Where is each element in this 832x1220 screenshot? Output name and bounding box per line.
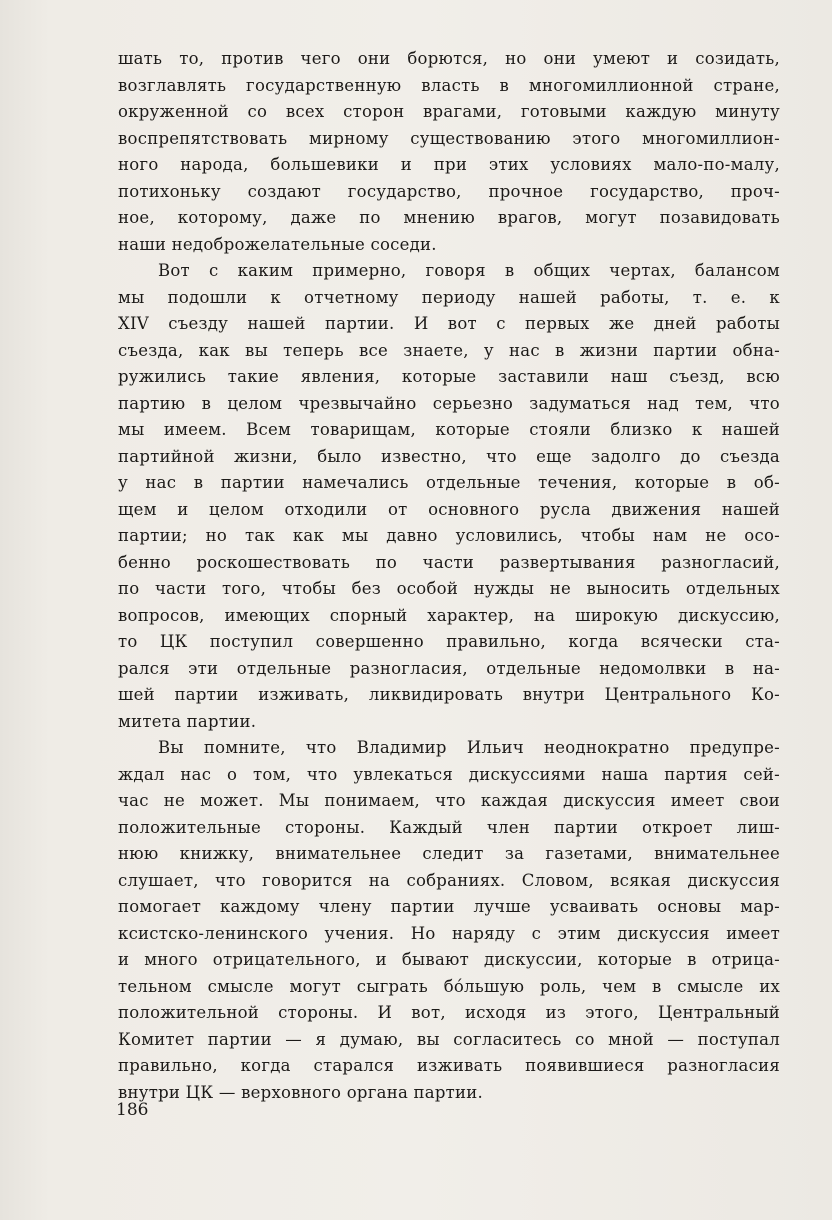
text-line: XIV съезду нашей партии. И вот с первых же дней работы <box>118 314 780 333</box>
text-line: возглавлять государственную власть в многомиллионной стране, <box>118 75 780 95</box>
text-line: ружились такие явления, которые заставили наш съезд, всю <box>118 367 780 386</box>
text-line: окруженной со всех сторон врагами, готовыми каждую минуту <box>118 102 780 121</box>
text-line: положительные стороны. Каждый член партии откроет лиш- <box>118 817 780 837</box>
text-line: партию в целом чрезвычайно серьезно задуматься над тем, что <box>118 393 780 413</box>
text-line: час не может. Мы понимаем, что каждая дискуссия имеет свои <box>118 791 780 810</box>
text-line: партии; но так как мы давно условились, чтобы нам не осо- <box>118 526 780 545</box>
text-line: партийной жизни, было известно, что еще задолго до съезда <box>118 446 780 466</box>
text-line: внутри ЦК — верховного органа партии. <box>118 1082 484 1102</box>
text-line: шать то, против чего они борются, но они умеют и созидать, <box>118 49 780 68</box>
text-line: и много отрицательного, и бывают дискуссии, которые в отрица- <box>118 950 780 969</box>
paragraph-start-line: Вот с каким примерно, говоря в общих чертах, балансом <box>158 261 780 280</box>
text-line: ждал нас о том, что увлекаться дискуссиями наша партия сей- <box>118 764 780 784</box>
text-line: воспрепятствовать мирному существованию этого многомиллион- <box>118 128 780 148</box>
text-line: нюю книжку, внимательнее следит за газетами, внимательнее <box>118 844 780 863</box>
text-line: щем и целом отходили от основного русла движения нашей <box>118 499 780 519</box>
text-line: слушает, что говорится на собраниях. Словом, всякая дискуссия <box>118 870 780 890</box>
text-line: съезда, как вы теперь все знаете, у нас в жизни партии обна- <box>118 340 780 360</box>
text-line: митета партии. <box>118 711 257 731</box>
text-line: Комитет партии — я думаю, вы согласитесь со мной — поступал <box>118 1029 780 1049</box>
text-line: тельном смысле могут сыграть бо́льшую роль, чем в смысле их <box>118 976 780 996</box>
text-line: правильно, когда старался изживать появившиеся разногласия <box>118 1056 780 1075</box>
text-line: шей партии изживать, ликвидировать внутри Центрального Ко- <box>118 685 780 704</box>
body-text <box>118 46 780 1106</box>
text-line: вопросов, имеющих спорный характер, на широкую дискуссию, <box>118 605 780 625</box>
text-line: ное, которому, даже по мнению врагов, могут позавидовать <box>118 208 780 227</box>
text-line: мы имеем. Всем товарищам, которые стояли близко к нашей <box>118 420 780 439</box>
text-line: потихоньку создают государство, прочное государство, проч- <box>118 181 780 201</box>
text-line: то ЦК поступил совершенно правильно, когда всячески ста- <box>118 632 780 651</box>
text-line: бенно роскошествовать по части развертывания разногласий, <box>118 552 780 572</box>
text-line: ного народа, большевики и при этих условиях мало-по-малу, <box>118 155 780 174</box>
text-line: положительной стороны. И вот, исходя из этого, Центральный <box>118 1003 780 1022</box>
text-line: помогает каждому члену партии лучше усваивать основы мар- <box>118 897 780 916</box>
text-line: рался эти отдельные разногласия, отдельные недомолвки в на- <box>118 658 780 678</box>
text-line: по части того, чтобы без особой нужды не выносить отдельных <box>118 579 780 598</box>
text-line: мы подошли к отчетному периоду нашей работы, т. е. к <box>118 287 780 307</box>
text-line: наши недоброжелательные соседи. <box>118 234 437 254</box>
text-line: у нас в партии намечались отдельные течения, которые в об- <box>118 473 780 492</box>
page-number: 186 <box>116 1100 149 1120</box>
text-line: ксистско-ленинского учения. Но наряду с этим дискуссия имеет <box>118 923 780 943</box>
paragraph-start-line: Вы помните, что Владимир Ильич неоднократно предупре- <box>158 738 780 757</box>
